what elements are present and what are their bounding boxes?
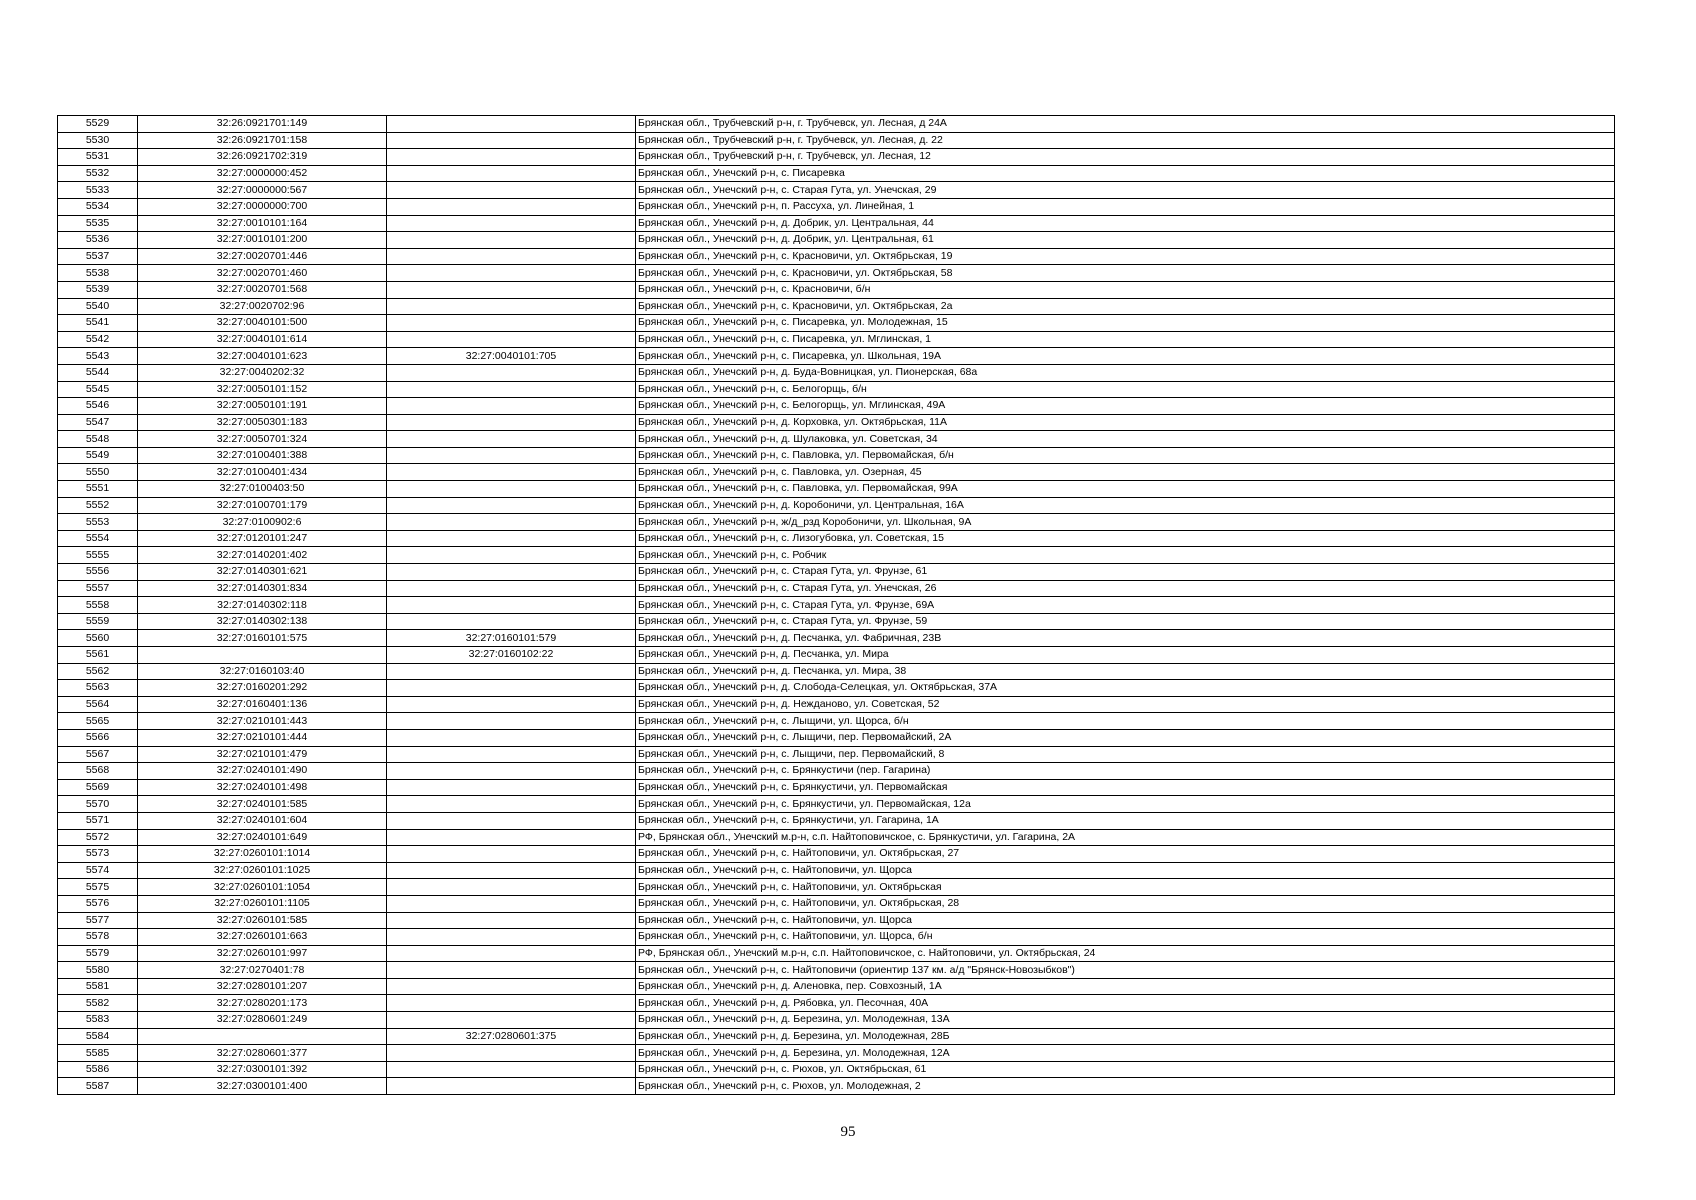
cadastral-number-cell: 32:27:0120101:247 [138,530,387,547]
cadastral-number-cell: 32:27:0280601:249 [138,1012,387,1029]
cadastral-number-cell: 32:27:0040101:500 [138,315,387,332]
table-row [58,281,1615,298]
address-cell: Брянская обл., Унечский р-н, с. Старая Гута, ул. Фрунзе, 61 [636,564,1615,581]
cadastral-number-cell: 32:26:0921702:319 [138,149,387,166]
row-number-cell: 5565 [58,713,138,730]
cadastral-number-cell: 32:27:0000000:452 [138,165,387,182]
address-cell: Брянская обл., Унечский р-н, с. Писаревка, ул. Школьная, 19А [636,348,1615,365]
address-cell: Брянская обл., Унечский р-н, с. Робчик [636,547,1615,564]
address-cell: Брянская обл., Унечский р-н, с. Найтоповичи (ориентир 137 км. а/д "Брянск-Новозыбков") [636,962,1615,979]
related-cadastral-number-cell [387,530,636,547]
table-row [58,364,1615,381]
cadastral-number-cell: 32:27:0240101:498 [138,779,387,796]
related-cadastral-number-cell [387,713,636,730]
cadastral-number-cell: 32:26:0921701:158 [138,132,387,149]
cadastral-number-cell: 32:27:0210101:443 [138,713,387,730]
row-number-cell: 5529 [58,116,138,133]
cadastral-number-cell: 32:27:0140302:118 [138,597,387,614]
related-cadastral-number-cell [387,1061,636,1078]
address-cell: Брянская обл., Унечский р-н, с. Старая Гута, ул. Унечская, 29 [636,182,1615,199]
row-number-cell: 5535 [58,215,138,232]
row-number-cell: 5556 [58,564,138,581]
cadastral-number-cell: 32:27:0300101:400 [138,1078,387,1095]
row-number-cell: 5531 [58,149,138,166]
related-cadastral-number-cell [387,298,636,315]
related-cadastral-number-cell [387,929,636,946]
cadastral-number-cell [138,647,387,664]
related-cadastral-number-cell [387,547,636,564]
table-row [58,962,1615,979]
cadastral-number-cell: 32:27:0100401:434 [138,464,387,481]
related-cadastral-number-cell [387,149,636,166]
cadastral-number-cell: 32:26:0921701:149 [138,116,387,133]
row-number-cell: 5573 [58,846,138,863]
related-cadastral-number-cell [387,265,636,282]
address-cell: Брянская обл., Унечский р-н, с. Найтоповичи, ул. Щорса [636,912,1615,929]
related-cadastral-number-cell [387,331,636,348]
cadastral-number-cell: 32:27:0040202:32 [138,364,387,381]
row-number-cell: 5570 [58,796,138,813]
row-number-cell: 5553 [58,514,138,531]
related-cadastral-number-cell [387,746,636,763]
table-row [58,1045,1615,1062]
cadastral-number-cell: 32:27:0240101:649 [138,829,387,846]
related-cadastral-number-cell [387,879,636,896]
cadastral-number-cell: 32:27:0000000:567 [138,182,387,199]
related-cadastral-number-cell [387,1078,636,1095]
related-cadastral-number-cell [387,116,636,133]
row-number-cell: 5545 [58,381,138,398]
table-row [58,663,1615,680]
table-row [58,414,1615,431]
row-number-cell: 5555 [58,547,138,564]
address-cell: Брянская обл., Унечский р-н, с. Старая Гута, ул. Фрунзе, 59 [636,613,1615,630]
related-cadastral-number-cell [387,215,636,232]
cadastral-number-cell: 32:27:0260101:1025 [138,862,387,879]
related-cadastral-number-cell [387,1045,636,1062]
cadastral-number-cell [138,1028,387,1045]
cadastral-number-cell: 32:27:0140301:834 [138,580,387,597]
table-row [58,580,1615,597]
address-cell: Брянская обл., Унечский р-н, с. Лыщичи, ул. Щорса, б/н [636,713,1615,730]
table-row [58,481,1615,498]
related-cadastral-number-cell [387,398,636,415]
related-cadastral-number-cell [387,613,636,630]
address-cell: Брянская обл., Унечский р-н, д. Коробоничи, ул. Центральная, 16А [636,497,1615,514]
row-number-cell: 5564 [58,696,138,713]
address-cell: Брянская обл., Унечский р-н, с. Красновичи, ул. Октябрьская, 2а [636,298,1615,315]
address-cell: Брянская обл., Унечский р-н, с. Красновичи, ул. Октябрьская, 19 [636,248,1615,265]
table-row [58,298,1615,315]
cadastral-number-cell: 32:27:0140301:621 [138,564,387,581]
table-row [58,547,1615,564]
row-number-cell: 5530 [58,132,138,149]
related-cadastral-number-cell [387,464,636,481]
related-cadastral-number-cell [387,779,636,796]
row-number-cell: 5548 [58,431,138,448]
cadastral-number-cell: 32:27:0300101:392 [138,1061,387,1078]
cadastral-number-cell: 32:27:0010101:164 [138,215,387,232]
cadastral-number-cell: 32:27:0050101:191 [138,398,387,415]
cadastral-number-cell: 32:27:0140302:138 [138,613,387,630]
cadastral-number-cell: 32:27:0240101:585 [138,796,387,813]
related-cadastral-number-cell [387,198,636,215]
cadastral-number-cell: 32:27:0260101:1054 [138,879,387,896]
row-number-cell: 5566 [58,729,138,746]
cadastral-number-cell: 32:27:0020702:96 [138,298,387,315]
cadastral-number-cell: 32:27:0040101:614 [138,331,387,348]
table-row [58,846,1615,863]
row-number-cell: 5580 [58,962,138,979]
cadastral-number-cell: 32:27:0020701:446 [138,248,387,265]
table-row [58,165,1615,182]
cadastral-number-cell: 32:27:0240101:490 [138,763,387,780]
table-row [58,796,1615,813]
address-cell: Брянская обл., Унечский р-н, с. Найтоповичи, ул. Щорса, б/н [636,929,1615,946]
cadastral-number-cell: 32:27:0160201:292 [138,680,387,697]
table-row [58,929,1615,946]
table-row [58,978,1615,995]
row-number-cell: 5537 [58,248,138,265]
related-cadastral-number-cell [387,796,636,813]
cadastral-number-cell: 32:27:0160103:40 [138,663,387,680]
cadastral-number-cell: 32:27:0260101:585 [138,912,387,929]
table-row [58,514,1615,531]
address-cell: Брянская обл., Унечский р-н, с. Красновичи, б/н [636,281,1615,298]
table-row [58,248,1615,265]
address-cell: Брянская обл., Унечский р-н, с. Рюхов, ул. Молодежная, 2 [636,1078,1615,1095]
cadastral-number-cell: 32:27:0260101:997 [138,945,387,962]
address-cell: Брянская обл., Унечский р-н, с. Брянкустичи, ул. Первомайская [636,779,1615,796]
row-number-cell: 5547 [58,414,138,431]
address-cell: Брянская обл., Унечский р-н, д. Корховка, ул. Октябрьская, 11А [636,414,1615,431]
related-cadastral-number-cell [387,763,636,780]
address-cell: Брянская обл., Унечский р-н, с. Брянкустичи (пер. Гагарина) [636,763,1615,780]
address-cell: Брянская обл., Унечский р-н, д. Березина, ул. Молодежная, 13А [636,1012,1615,1029]
cadastral-number-cell: 32:27:0160401:136 [138,696,387,713]
table-row [58,1061,1615,1078]
row-number-cell: 5582 [58,995,138,1012]
table-row [58,1028,1615,1045]
row-number-cell: 5579 [58,945,138,962]
related-cadastral-number-cell: 32:27:0280601:375 [387,1028,636,1045]
address-cell: Брянская обл., Унечский р-н, д. Нежданово, ул. Советская, 52 [636,696,1615,713]
related-cadastral-number-cell [387,978,636,995]
row-number-cell: 5559 [58,613,138,630]
row-number-cell: 5578 [58,929,138,946]
table-row [58,879,1615,896]
related-cadastral-number-cell [387,165,636,182]
address-cell: Брянская обл., Унечский р-н, д. Добрик, ул. Центральная, 61 [636,232,1615,249]
related-cadastral-number-cell [387,248,636,265]
row-number-cell: 5576 [58,895,138,912]
row-number-cell: 5546 [58,398,138,415]
table-row [58,265,1615,282]
row-number-cell: 5550 [58,464,138,481]
cadastral-number-cell: 32:27:0280601:377 [138,1045,387,1062]
address-cell: Брянская обл., Унечский р-н, с. Белогорщь, б/н [636,381,1615,398]
related-cadastral-number-cell [387,281,636,298]
address-cell: Брянская обл., Унечский р-н, с. Писаревка, ул. Мглинская, 1 [636,331,1615,348]
table-row [58,431,1615,448]
cadastral-number-cell: 32:27:0260101:1014 [138,846,387,863]
cadastral-number-cell: 32:27:0050701:324 [138,431,387,448]
table-row [58,1012,1615,1029]
row-number-cell: 5539 [58,281,138,298]
row-number-cell: 5567 [58,746,138,763]
row-number-cell: 5572 [58,829,138,846]
cadastral-number-cell: 32:27:0020701:568 [138,281,387,298]
table-row [58,746,1615,763]
address-cell: Брянская обл., Унечский р-н, д. Буда-Вовницкая, ул. Пионерская, 68а [636,364,1615,381]
cadastral-number-cell: 32:27:0100902:6 [138,514,387,531]
cadastral-number-cell: 32:27:0270401:78 [138,962,387,979]
related-cadastral-number-cell [387,696,636,713]
row-number-cell: 5544 [58,364,138,381]
row-number-cell: 5562 [58,663,138,680]
related-cadastral-number-cell [387,381,636,398]
cadastral-number-cell: 32:27:0260101:1105 [138,895,387,912]
row-number-cell: 5583 [58,1012,138,1029]
table-row [58,182,1615,199]
table-row [58,149,1615,166]
row-number-cell: 5585 [58,1045,138,1062]
table-row [58,497,1615,514]
cadastral-number-cell: 32:27:0240101:604 [138,812,387,829]
address-cell: Брянская обл., Унечский р-н, д. Аленовка, пер. Совхозный, 1А [636,978,1615,995]
address-cell: Брянская обл., Унечский р-н, с. Найтоповичи, ул. Октябрьская, 27 [636,846,1615,863]
table-row [58,812,1615,829]
row-number-cell: 5540 [58,298,138,315]
address-cell: Брянская обл., Унечский р-н, д. Добрик, ул. Центральная, 44 [636,215,1615,232]
address-cell: Брянская обл., Унечский р-н, д. Слобода-Селецкая, ул. Октябрьская, 37А [636,680,1615,697]
cadastral-number-cell: 32:27:0100401:388 [138,447,387,464]
related-cadastral-number-cell [387,182,636,199]
row-number-cell: 5586 [58,1061,138,1078]
cadastral-number-cell: 32:27:0050101:152 [138,381,387,398]
row-number-cell: 5532 [58,165,138,182]
address-cell: Брянская обл., Унечский р-н, с. Писаревка, ул. Молодежная, 15 [636,315,1615,332]
address-cell: Брянская обл., Унечский р-н, с. Павловка, ул. Первомайская, б/н [636,447,1615,464]
related-cadastral-number-cell [387,564,636,581]
related-cadastral-number-cell: 32:27:0040101:705 [387,348,636,365]
row-number-cell: 5538 [58,265,138,282]
row-number-cell: 5568 [58,763,138,780]
related-cadastral-number-cell [387,995,636,1012]
table-row [58,198,1615,215]
row-number-cell: 5557 [58,580,138,597]
table-row [58,696,1615,713]
address-cell: Брянская обл., Трубчевский р-н, г. Трубчевск, ул. Лесная, 12 [636,149,1615,166]
table-row [58,447,1615,464]
cadastral-number-cell: 32:27:0140201:402 [138,547,387,564]
address-cell: Брянская обл., Унечский р-н, д. Песчанка, ул. Мира [636,647,1615,664]
row-number-cell: 5554 [58,530,138,547]
address-cell: Брянская обл., Унечский р-н, д. Песчанка, ул. Фабричная, 23В [636,630,1615,647]
table-row [58,912,1615,929]
address-cell: Брянская обл., Унечский р-н, с. Найтоповичи, ул. Октябрьская, 28 [636,895,1615,912]
related-cadastral-number-cell [387,447,636,464]
related-cadastral-number-cell [387,315,636,332]
cadastral-number-cell: 32:27:0210101:444 [138,729,387,746]
related-cadastral-number-cell [387,580,636,597]
related-cadastral-number-cell [387,132,636,149]
table-row [58,464,1615,481]
row-number-cell: 5549 [58,447,138,464]
cadastral-number-cell: 32:27:0210101:479 [138,746,387,763]
page-number: 95 [840,1124,856,1140]
table-row [58,895,1615,912]
related-cadastral-number-cell [387,431,636,448]
address-cell: Брянская обл., Унечский р-н, с. Старая Гута, ул. Унечская, 26 [636,580,1615,597]
related-cadastral-number-cell [387,680,636,697]
related-cadastral-number-cell [387,812,636,829]
row-number-cell: 5563 [58,680,138,697]
related-cadastral-number-cell [387,729,636,746]
address-cell: Брянская обл., Унечский р-н, с. Старая Гута, ул. Фрунзе, 69А [636,597,1615,614]
cadastral-number-cell: 32:27:0280201:173 [138,995,387,1012]
related-cadastral-number-cell [387,829,636,846]
address-cell: Брянская обл., Унечский р-н, п. Рассуха, ул. Линейная, 1 [636,198,1615,215]
table-row [58,132,1615,149]
related-cadastral-number-cell [387,846,636,863]
row-number-cell: 5541 [58,315,138,332]
address-cell: Брянская обл., Унечский р-н, с. Лизогубовка, ул. Советская, 15 [636,530,1615,547]
row-number-cell: 5533 [58,182,138,199]
row-number-cell: 5584 [58,1028,138,1045]
related-cadastral-number-cell: 32:27:0160102:22 [387,647,636,664]
row-number-cell: 5552 [58,497,138,514]
address-cell: РФ, Брянская обл., Унечский м.р-н, с.п. Найтоповичское, с. Брянкустичи, ул. Гагарина, 2А [636,829,1615,846]
table-row [58,729,1615,746]
cadastral-number-cell: 32:27:0040101:623 [138,348,387,365]
table-row [58,564,1615,581]
table-row [58,630,1615,647]
address-cell: Брянская обл., Унечский р-н, с. Брянкустичи, ул. Первомайская, 12а [636,796,1615,813]
row-number-cell: 5536 [58,232,138,249]
related-cadastral-number-cell: 32:27:0160101:579 [387,630,636,647]
row-number-cell: 5560 [58,630,138,647]
related-cadastral-number-cell [387,497,636,514]
table-row [58,381,1615,398]
related-cadastral-number-cell [387,481,636,498]
address-cell: Брянская обл., Трубчевский р-н, г. Трубчевск, ул. Лесная, д 24А [636,116,1615,133]
related-cadastral-number-cell [387,663,636,680]
table-row [58,331,1615,348]
table-row [58,398,1615,415]
table-row [58,315,1615,332]
address-cell: Брянская обл., Унечский р-н, с. Найтоповичи, ул. Октябрьская [636,879,1615,896]
cadastral-number-cell: 32:27:0020701:460 [138,265,387,282]
related-cadastral-number-cell [387,962,636,979]
address-cell: Брянская обл., Унечский р-н, с. Белогорщь, ул. Мглинская, 49А [636,398,1615,415]
address-cell: Брянская обл., Унечский р-н, д. Рябовка, ул. Песочная, 40А [636,995,1615,1012]
cadastral-number-cell: 32:27:0280101:207 [138,978,387,995]
address-cell: Брянская обл., Унечский р-н, д. Шулаковка, ул. Советская, 34 [636,431,1615,448]
table-row [58,713,1615,730]
row-number-cell: 5581 [58,978,138,995]
address-cell: Брянская обл., Унечский р-н, с. Павловка, ул. Озерная, 45 [636,464,1615,481]
data-table [57,115,1615,1095]
address-cell: Брянская обл., Унечский р-н, с. Красновичи, ул. Октябрьская, 58 [636,265,1615,282]
related-cadastral-number-cell [387,232,636,249]
related-cadastral-number-cell [387,1012,636,1029]
address-cell: Брянская обл., Унечский р-н, с. Лыщичи, пер. Первомайский, 8 [636,746,1615,763]
related-cadastral-number-cell [387,364,636,381]
table-row [58,597,1615,614]
address-cell: Брянская обл., Унечский р-н, д. Песчанка, ул. Мира, 38 [636,663,1615,680]
table-row [58,647,1615,664]
table-row [58,232,1615,249]
table-row [58,1078,1615,1095]
related-cadastral-number-cell [387,895,636,912]
row-number-cell: 5543 [58,348,138,365]
table-row [58,779,1615,796]
row-number-cell: 5561 [58,647,138,664]
address-cell: Брянская обл., Унечский р-н, д. Березина, ул. Молодежная, 28Б [636,1028,1615,1045]
cadastral-number-cell: 32:27:0010101:200 [138,232,387,249]
table-row [58,348,1615,365]
table-row [58,530,1615,547]
table-row [58,995,1615,1012]
table-row [58,116,1615,133]
related-cadastral-number-cell [387,862,636,879]
row-number-cell: 5551 [58,481,138,498]
cadastral-number-cell: 32:27:0160101:575 [138,630,387,647]
table-row [58,763,1615,780]
cadastral-number-cell: 32:27:0100403:50 [138,481,387,498]
row-number-cell: 5542 [58,331,138,348]
table-row [58,613,1615,630]
cadastral-number-cell: 32:27:0000000:700 [138,198,387,215]
related-cadastral-number-cell [387,912,636,929]
address-cell: Брянская обл., Унечский р-н, с. Брянкустичи, ул. Гагарина, 1А [636,812,1615,829]
table-row [58,829,1615,846]
related-cadastral-number-cell [387,514,636,531]
address-cell: Брянская обл., Унечский р-н, д. Березина, ул. Молодежная, 12А [636,1045,1615,1062]
related-cadastral-number-cell [387,945,636,962]
address-cell: Брянская обл., Унечский р-н, ж/д_рзд Коробоничи, ул. Школьная, 9А [636,514,1615,531]
row-number-cell: 5558 [58,597,138,614]
table-row [58,680,1615,697]
related-cadastral-number-cell [387,414,636,431]
address-cell: РФ, Брянская обл., Унечский м.р-н, с.п. Найтоповичское, с. Найтоповичи, ул. Октябрьская, 24 [636,945,1615,962]
related-cadastral-number-cell [387,597,636,614]
row-number-cell: 5587 [58,1078,138,1095]
address-cell: Брянская обл., Унечский р-н, с. Лыщичи, пер. Первомайский, 2А [636,729,1615,746]
row-number-cell: 5574 [58,862,138,879]
row-number-cell: 5577 [58,912,138,929]
table-body [58,116,1615,1095]
address-cell: Брянская обл., Унечский р-н, с. Павловка, ул. Первомайская, 99А [636,481,1615,498]
address-cell: Брянская обл., Трубчевский р-н, г. Трубчевск, ул. Лесная, д. 22 [636,132,1615,149]
row-number-cell: 5569 [58,779,138,796]
cadastral-number-cell: 32:27:0100701:179 [138,497,387,514]
table-row [58,945,1615,962]
address-cell: Брянская обл., Унечский р-н, с. Рюхов, ул. Октябрьская, 61 [636,1061,1615,1078]
cadastral-number-cell: 32:27:0260101:663 [138,929,387,946]
table-row [58,215,1615,232]
row-number-cell: 5571 [58,812,138,829]
table-row [58,862,1615,879]
address-cell: Брянская обл., Унечский р-н, с. Найтоповичи, ул. Щорса [636,862,1615,879]
row-number-cell: 5575 [58,879,138,896]
address-cell: Брянская обл., Унечский р-н, с. Писаревка [636,165,1615,182]
row-number-cell: 5534 [58,198,138,215]
cadastral-number-cell: 32:27:0050301:183 [138,414,387,431]
